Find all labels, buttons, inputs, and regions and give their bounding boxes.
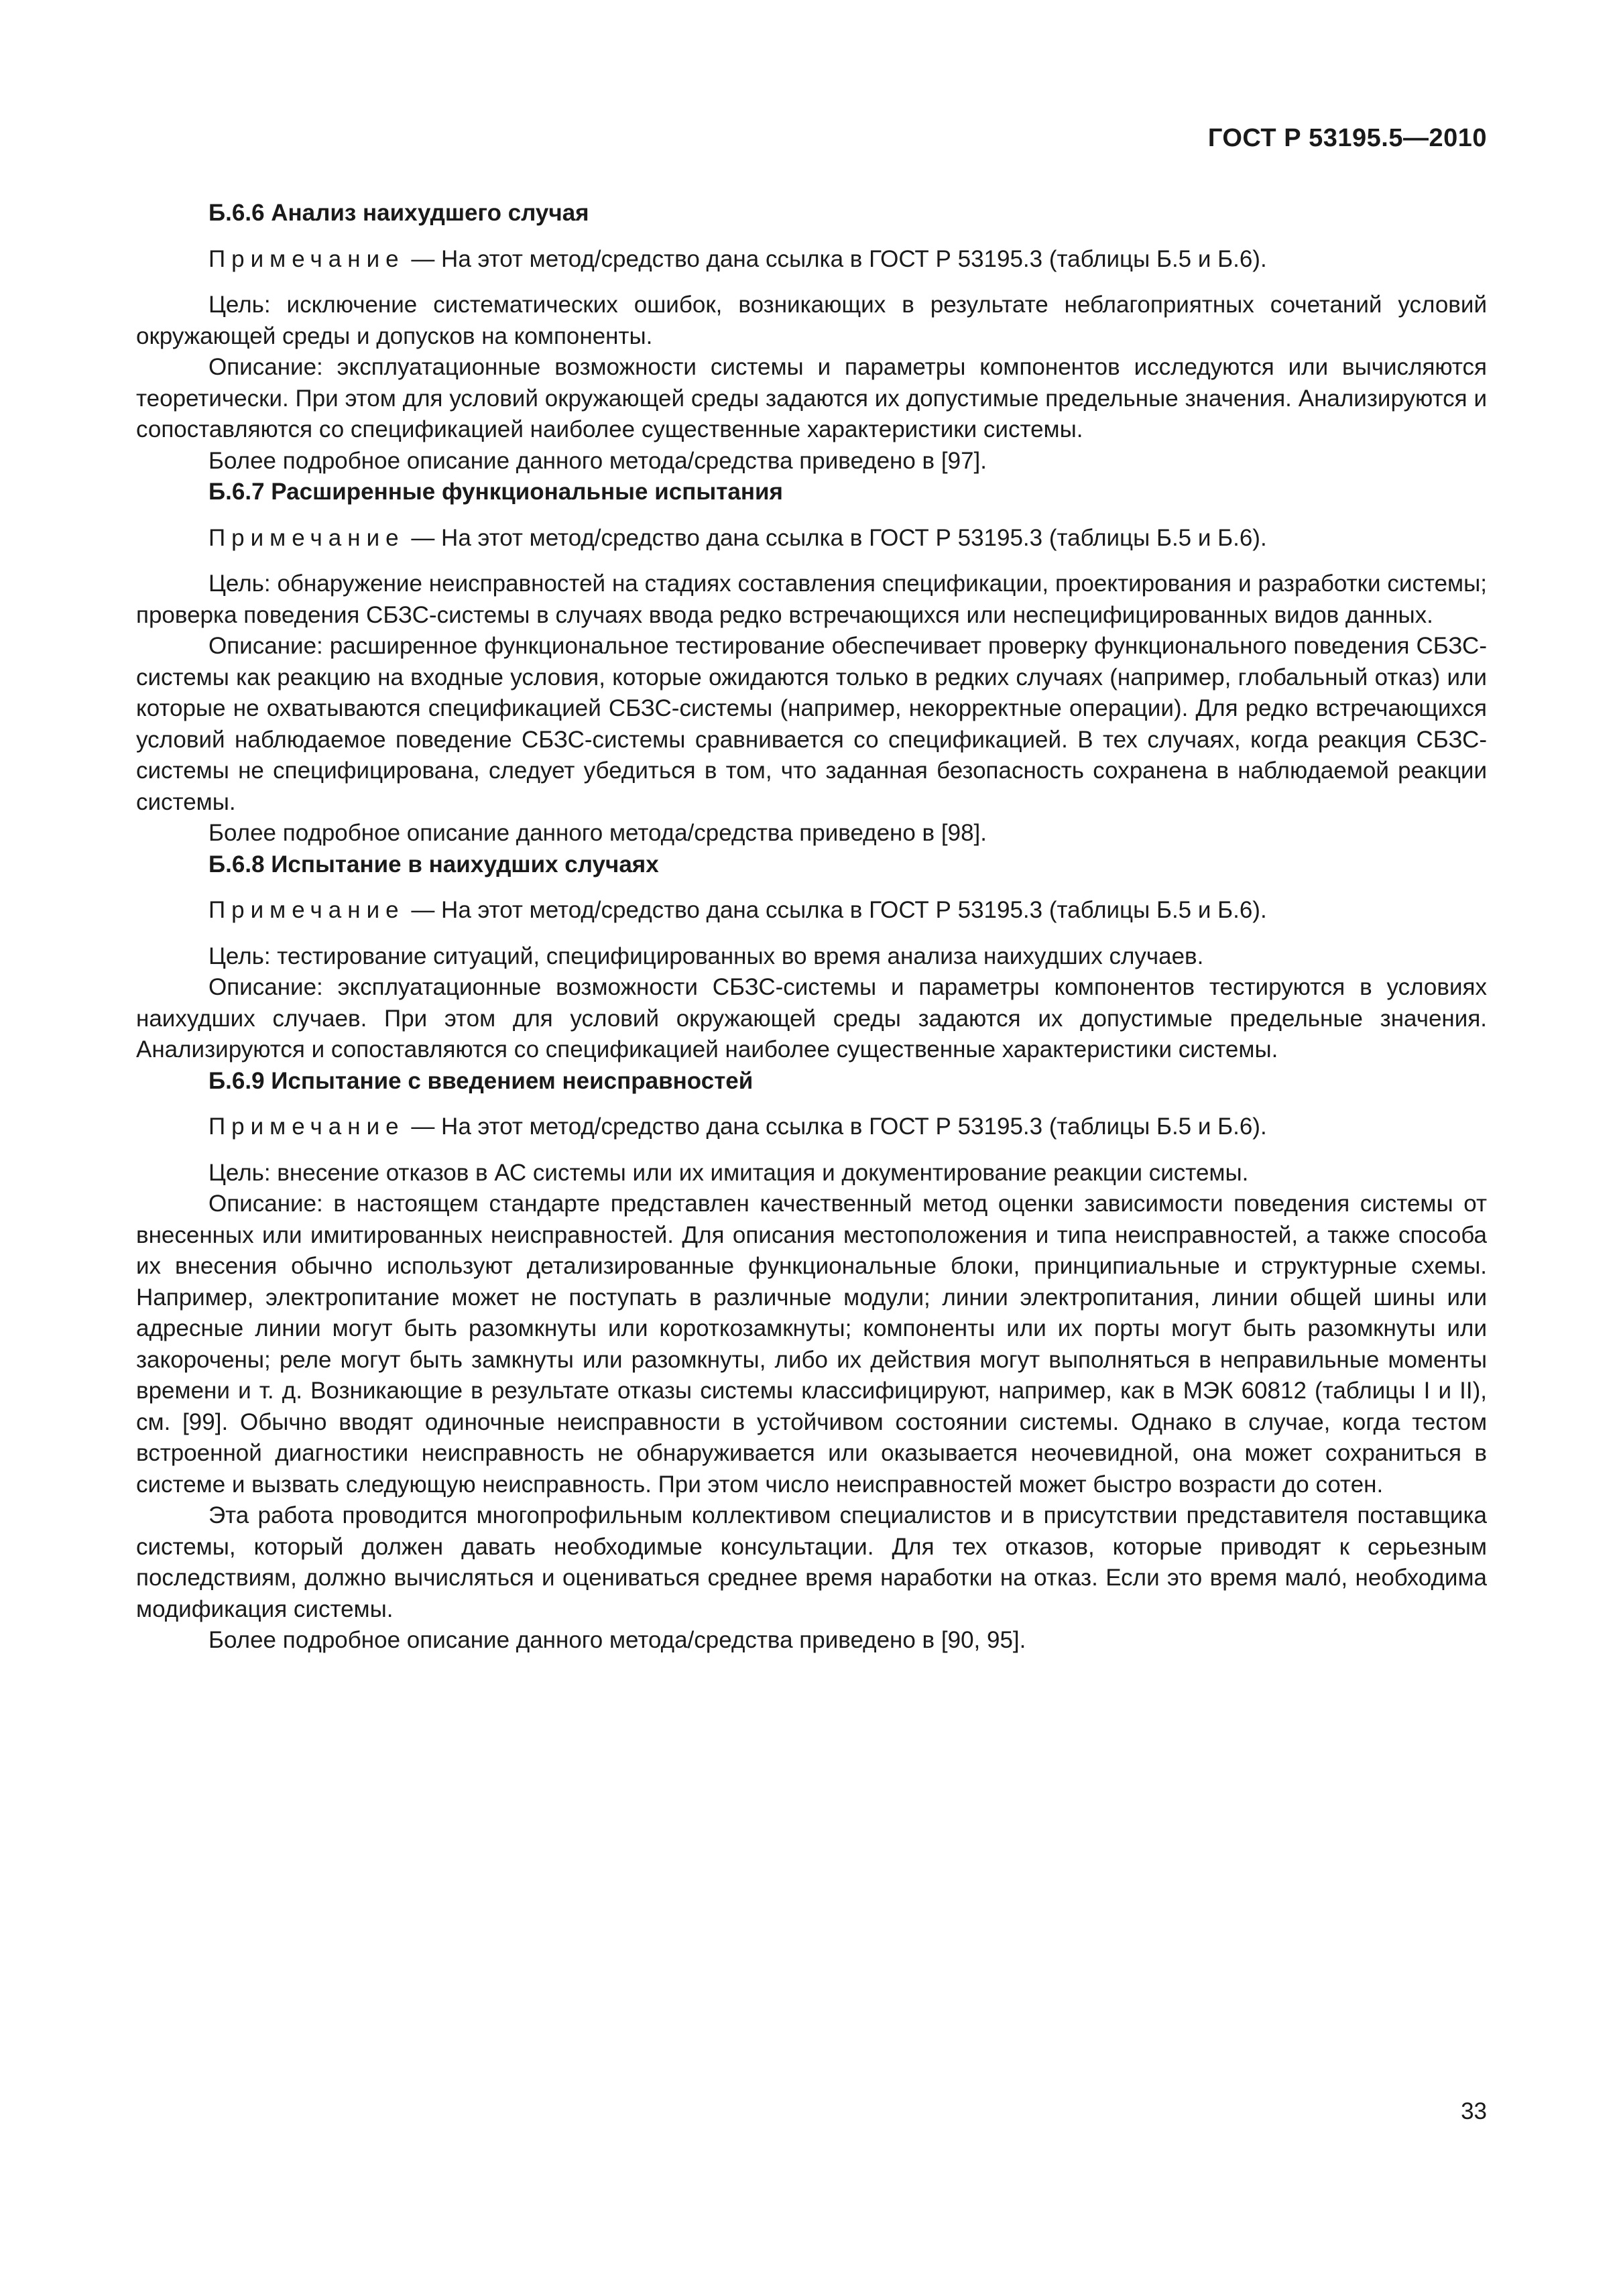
note-label: Примечание xyxy=(208,897,405,923)
note-text: — На этот метод/средство дана ссылка в ГОСТ Р 53195.3 (таблицы Б.5 и Б.6). xyxy=(404,1113,1267,1140)
paragraph: Описание: в настоящем стандарте представлен качественный метод оценки зависимости поведения системы от внесенных или имитированных неисправностей. Для описания местоположения и типа неисправностей, а также способа их внесения обычно используют детализированные функциональные блоки, принципиальные и структурные схемы. Например, электропитание может не поступать в различные модули; линии электропитания, линии общей шины или адресные линии могут быть разомкнуты или короткозамкнуты; компоненты или их порты могут быть разомкнуты или закорочены; реле могут быть замкнуты или разомкнуты, либо их действия могут выполняться в неправильные моменты времени и т. д. Возникающие в результате отказы системы классифицируют, например, как в МЭК 60812 (таблицы I и II), см. [99]. Обычно вводят одиночные неисправности в устойчивом состоянии системы. Однако в случае, когда тестом встроенной диагностики неисправность не обнаруживается или оказывается неочевидной, она может сохраниться в системе и вызвать следующую неисправность. При этом число неисправностей может быстро возрасти до сотен. xyxy=(136,1191,1487,1498)
section-b68 xyxy=(136,849,1487,1066)
paragraph: Цель: тестирование ситуаций, специфицированных во время анализа наихудших случаев. xyxy=(208,943,1204,969)
page-number: 33 xyxy=(1461,2098,1487,2124)
note xyxy=(136,244,1487,276)
note xyxy=(136,1111,1487,1143)
paragraph: Описание: эксплуатационные возможности системы и параметры компонентов исследуются или вычисляются теоретически. При этом для условий окружающей среды задаются их допустимые предельные значения. Анализируются и сопоставляются со спецификацией наиболее существенные характеристики системы. xyxy=(136,354,1487,442)
note-label: Примечание xyxy=(208,1113,405,1140)
paragraph: Цель: внесение отказов в АС системы или их имитация и документирование реакции системы. xyxy=(208,1159,1249,1186)
section-heading: Б.6.7 Расширенные функциональные испытания xyxy=(208,479,783,505)
paragraph: Эта работа проводится многопрофильным коллективом специалистов и в присутствии представителя поставщика системы, который должен давать необходимые консультации. Для тех отказов, которые приводят к серьезным последствиям, должно вычисляться и оцениваться среднее время наработки на отказ. Если это время мало́, необходима модификация системы. xyxy=(136,1502,1487,1622)
note xyxy=(136,895,1487,926)
document-header: ГОСТ Р 53195.5—2010 xyxy=(1207,124,1487,152)
paragraph: Более подробное описание данного метода/средства приведено в [90, 95]. xyxy=(208,1627,1026,1653)
document-body xyxy=(136,198,1487,1656)
section-heading: Б.6.6 Анализ наихудшего случая xyxy=(208,200,589,226)
note-text: — На этот метод/средство дана ссылка в ГОСТ Р 53195.3 (таблицы Б.5 и Б.6). xyxy=(404,524,1267,551)
note-text: — На этот метод/средство дана ссылка в ГОСТ Р 53195.3 (таблицы Б.5 и Б.6). xyxy=(404,245,1267,272)
paragraph: Цель: обнаружение неисправностей на стадиях составления спецификации, проектирования и разработки системы; проверка поведения СБЗС-системы в случаях ввода редко встречающихся или неспецифицированных видов данных. xyxy=(136,570,1487,628)
note-label: Примечание xyxy=(208,245,405,272)
section-b69 xyxy=(136,1066,1487,1656)
section-heading: Б.6.8 Испытание в наихудших случаях xyxy=(208,851,659,878)
note-label: Примечание xyxy=(208,524,405,551)
paragraph: Более подробное описание данного метода/средства приведено в [98]. xyxy=(208,820,987,846)
section-b66 xyxy=(136,198,1487,477)
paragraph: Описание: эксплуатационные возможности СБЗС-системы и параметры компонентов тестируются в условиях наихудших случаев. При этом для условий окружающей среды задаются их допустимые предельные значения. Анализируются и сопоставляются со спецификацией наиболее существенные характеристики системы. xyxy=(136,974,1487,1063)
section-b67 xyxy=(136,477,1487,849)
note xyxy=(136,523,1487,554)
section-heading: Б.6.9 Испытание с введением неисправностей xyxy=(208,1067,754,1094)
paragraph: Описание: расширенное функциональное тестирование обеспечивает проверку функционального поведения СБЗС-системы как реакцию на входные условия, которые ожидаются только в редких случаях (например, глобальный отказ) или которые не охватываются спецификацией СБЗС-системы (например, некорректные операции). Для редко встречающихся условий наблюдаемое поведение СБЗС-системы сравнивается со спецификацией. В тех случаях, когда реакция СБЗС-системы не специфицирована, следует убедиться в том, что заданная безопасность сохранена в наблюдаемой реакции системы. xyxy=(136,633,1487,815)
paragraph: Более подробное описание данного метода/средства приведено в [97]. xyxy=(208,447,987,474)
note-text: — На этот метод/средство дана ссылка в ГОСТ Р 53195.3 (таблицы Б.5 и Б.6). xyxy=(404,897,1267,923)
paragraph: Цель: исключение систематических ошибок, возникающих в результате неблагоприятных сочетаний условий окружающей среды и допусков на компоненты. xyxy=(136,292,1487,349)
